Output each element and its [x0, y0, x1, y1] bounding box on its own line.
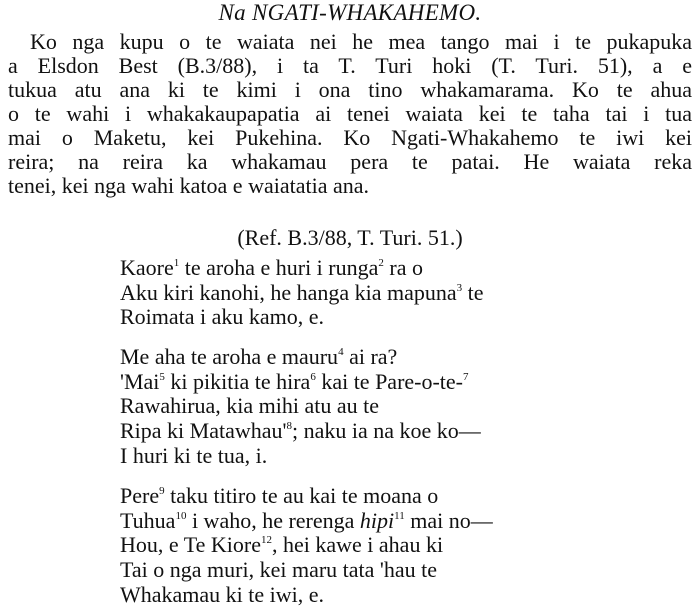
- poem-line: I huri ki te tua, i.: [120, 442, 268, 468]
- poem-line: Tai o nga muri, kei maru tata 'hau te: [120, 557, 438, 583]
- line-text: Pere: [120, 483, 160, 508]
- intro-line: a Elsdon Best (B.3/88), i ta T. Turi hoki (T. Turi. 51), a e: [8, 53, 692, 78]
- line-text: ki pikitia te hira: [164, 368, 311, 394]
- footnote-marker: 1: [173, 257, 180, 269]
- stanza-2: [120, 345, 680, 469]
- footnote-marker: 9: [159, 485, 165, 497]
- line-text: te: [462, 279, 484, 305]
- footnote-marker: 12: [261, 534, 273, 547]
- intro-line: tenei, kei nga wahi katoa e waiatatia ana.: [8, 173, 369, 198]
- poem-line: [120, 509, 680, 534]
- footnote-marker: 2: [378, 257, 384, 269]
- poem-line: Rawahirua, kia mihi atu au te: [120, 393, 380, 419]
- poem-line: [120, 419, 680, 444]
- intro-paragraph: [8, 30, 692, 198]
- footnote-marker: 10: [175, 509, 187, 522]
- poem-line: [120, 484, 680, 509]
- footnote-marker: 5: [159, 370, 165, 383]
- intro-line: Ko nga kupu o te waiata nei he mea tango mai i te pukapuka: [30, 29, 692, 54]
- poem-line: Roimata i aku kamo, e.: [120, 304, 325, 330]
- intro-line: o te wahi i whakakaupapatia ai tenei waiata kei te taha tai i tua: [8, 101, 692, 126]
- line-text: taku titiro te au kai te moana o: [164, 483, 439, 508]
- poem-line: [120, 256, 680, 281]
- poem-line: [120, 345, 680, 370]
- stanza-3: [120, 484, 680, 608]
- stanza-1: [120, 256, 680, 330]
- line-text: Me aha te aroha e mauru: [120, 344, 339, 369]
- footnote-marker: 11: [394, 509, 405, 522]
- intro-line: reira; na reira ka whakamau pera te patai. He waiata reka: [8, 149, 692, 174]
- poem-line: [120, 370, 680, 395]
- line-text: ai ra?: [343, 344, 398, 369]
- footnote-marker: 4: [338, 346, 344, 358]
- line-text: Aku kiri kanohi, he hanga kia mapuna: [120, 279, 457, 305]
- footnote-marker: 6: [310, 370, 316, 383]
- line-text: Ripa ki Matawhau': [120, 418, 287, 444]
- line-text: ra o: [383, 255, 423, 280]
- footnote-marker: 3: [456, 281, 463, 294]
- intro-line: mai o Maketu, kei Pukehina. Ko Ngati-Whakahemo te iwi kei: [8, 125, 692, 150]
- line-text: 'Mai: [120, 368, 160, 394]
- reference-note: (Ref. B.3/88, T. Turi. 51.): [237, 225, 463, 250]
- footnote-marker: 7: [463, 370, 469, 383]
- poem-line: [120, 533, 680, 558]
- poem-line: [120, 281, 680, 306]
- line-text: Tuhua: [120, 507, 176, 533]
- intro-line: tukua atu ana ki te kimi i ona tino whakamarama. Ko te ahua: [8, 77, 692, 102]
- line-text: mai no—: [404, 507, 493, 533]
- italic-word: hipi: [359, 507, 395, 533]
- line-text: Hou, e Te Kiore: [120, 532, 262, 558]
- page-title: Na NGATI-WHAKAHEMO.: [218, 0, 482, 25]
- footnote-marker: 8: [286, 420, 292, 433]
- line-text: , hei kawe i ahau ki: [272, 532, 444, 558]
- line-text: kai te Pare-o-te-: [315, 368, 464, 394]
- line-text: Kaore: [120, 255, 174, 280]
- line-text: ; naku ia na koe ko—: [291, 418, 481, 444]
- line-text: i waho, he rerenga: [186, 507, 360, 533]
- line-text: te aroha e huri i runga: [179, 255, 379, 280]
- poem-line: Whakamau ki te iwi, e.: [120, 581, 325, 607]
